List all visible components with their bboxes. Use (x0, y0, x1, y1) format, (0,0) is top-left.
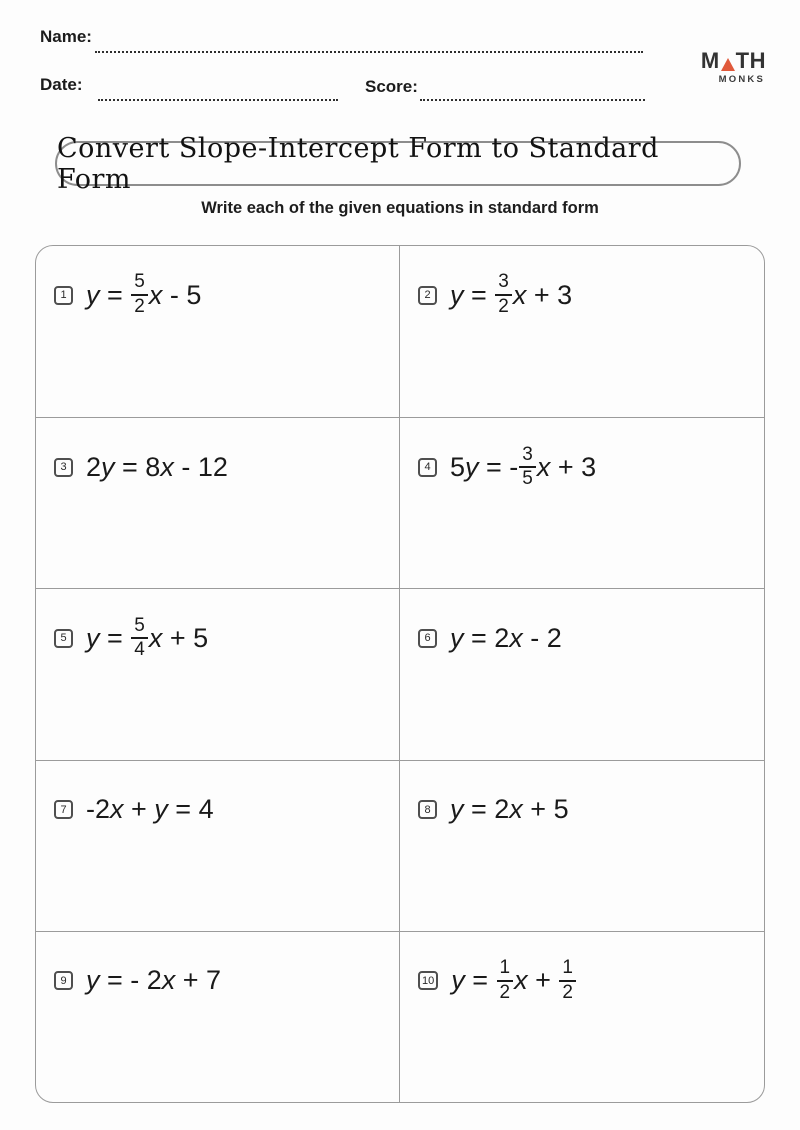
problem-number-badge: 7 (54, 800, 73, 819)
problem-equation: y = $\frac{1}{2}$ x + $\frac{1}{2}$ (451, 958, 577, 1003)
score-blank-line (420, 99, 645, 101)
problem-number-badge: 4 (418, 458, 437, 477)
problem-cell-7 (36, 760, 400, 931)
worksheet-instructions: Write each of the given equations in standard form (201, 199, 599, 217)
triangle-icon (721, 58, 735, 71)
worksheet-title-text: Convert Slope-Intercept Form to Standard Form (57, 132, 659, 195)
problem-number-badge: 6 (418, 629, 437, 648)
fraction: $\frac{5}{4}$ (131, 616, 148, 661)
problem-number-badge: 10 (418, 971, 438, 990)
name-label: Name: (40, 27, 92, 46)
problem-equation: y = $\frac{5}{2}$ x - 5 (86, 271, 202, 317)
date-label: Date: (40, 75, 83, 94)
score-label: Score: (365, 77, 418, 96)
problem-equation: y = 2 x - 2 (450, 622, 562, 653)
date-blank-line (98, 99, 338, 101)
fraction: $\frac{3}{5}$ (519, 445, 536, 490)
problem-cell-1 (36, 246, 400, 417)
math-monks-logo (701, 50, 766, 85)
name-blank-line (95, 51, 643, 53)
problem-number-badge: 8 (418, 800, 437, 819)
problem-cell-4 (400, 417, 764, 588)
problem-equation: y = $\frac{5}{4}$ x + 5 (86, 614, 209, 661)
problem-number-badge: 2 (418, 286, 437, 305)
problem-cell-2 (400, 246, 764, 417)
problem-cell-5 (36, 588, 400, 759)
logo-letter-m: M (700, 48, 720, 73)
problem-cell-9 (36, 931, 400, 1102)
fraction: $\frac{1}{2}$ (559, 958, 576, 1003)
problem-cell-6 (400, 588, 764, 759)
problem-number-badge: 9 (54, 971, 73, 990)
problem-equation: y = $\frac{3}{2}$ x + 3 (450, 271, 573, 317)
logo-wordmark (701, 50, 766, 72)
fraction: $\frac{1}{2}$ (497, 958, 514, 1003)
problem-equation: 2 y = 8 x - 12 (86, 451, 228, 482)
problems-grid (35, 245, 765, 1103)
problem-cell-10 (400, 931, 764, 1102)
logo-letters-th: TH (735, 48, 766, 73)
problem-equation: y = - 2 x + 7 (86, 965, 222, 996)
fraction: $\frac{5}{2}$ (131, 272, 148, 317)
problem-equation: -2 x + y = 4 (86, 794, 214, 825)
problem-cell-3 (36, 417, 400, 588)
fraction: $\frac{3}{2}$ (495, 272, 512, 317)
logo-subtext: MONKS (718, 74, 765, 85)
problem-number-badge: 5 (54, 629, 73, 648)
problem-number-badge: 3 (54, 458, 73, 477)
problem-equation: 5 y = - $\frac{3}{5}$ x + 3 (450, 443, 597, 490)
worksheet-title (55, 132, 741, 195)
problem-equation: y = 2 x + 5 (450, 794, 569, 825)
problem-cell-8 (400, 760, 764, 931)
problem-number-badge: 1 (54, 286, 73, 305)
